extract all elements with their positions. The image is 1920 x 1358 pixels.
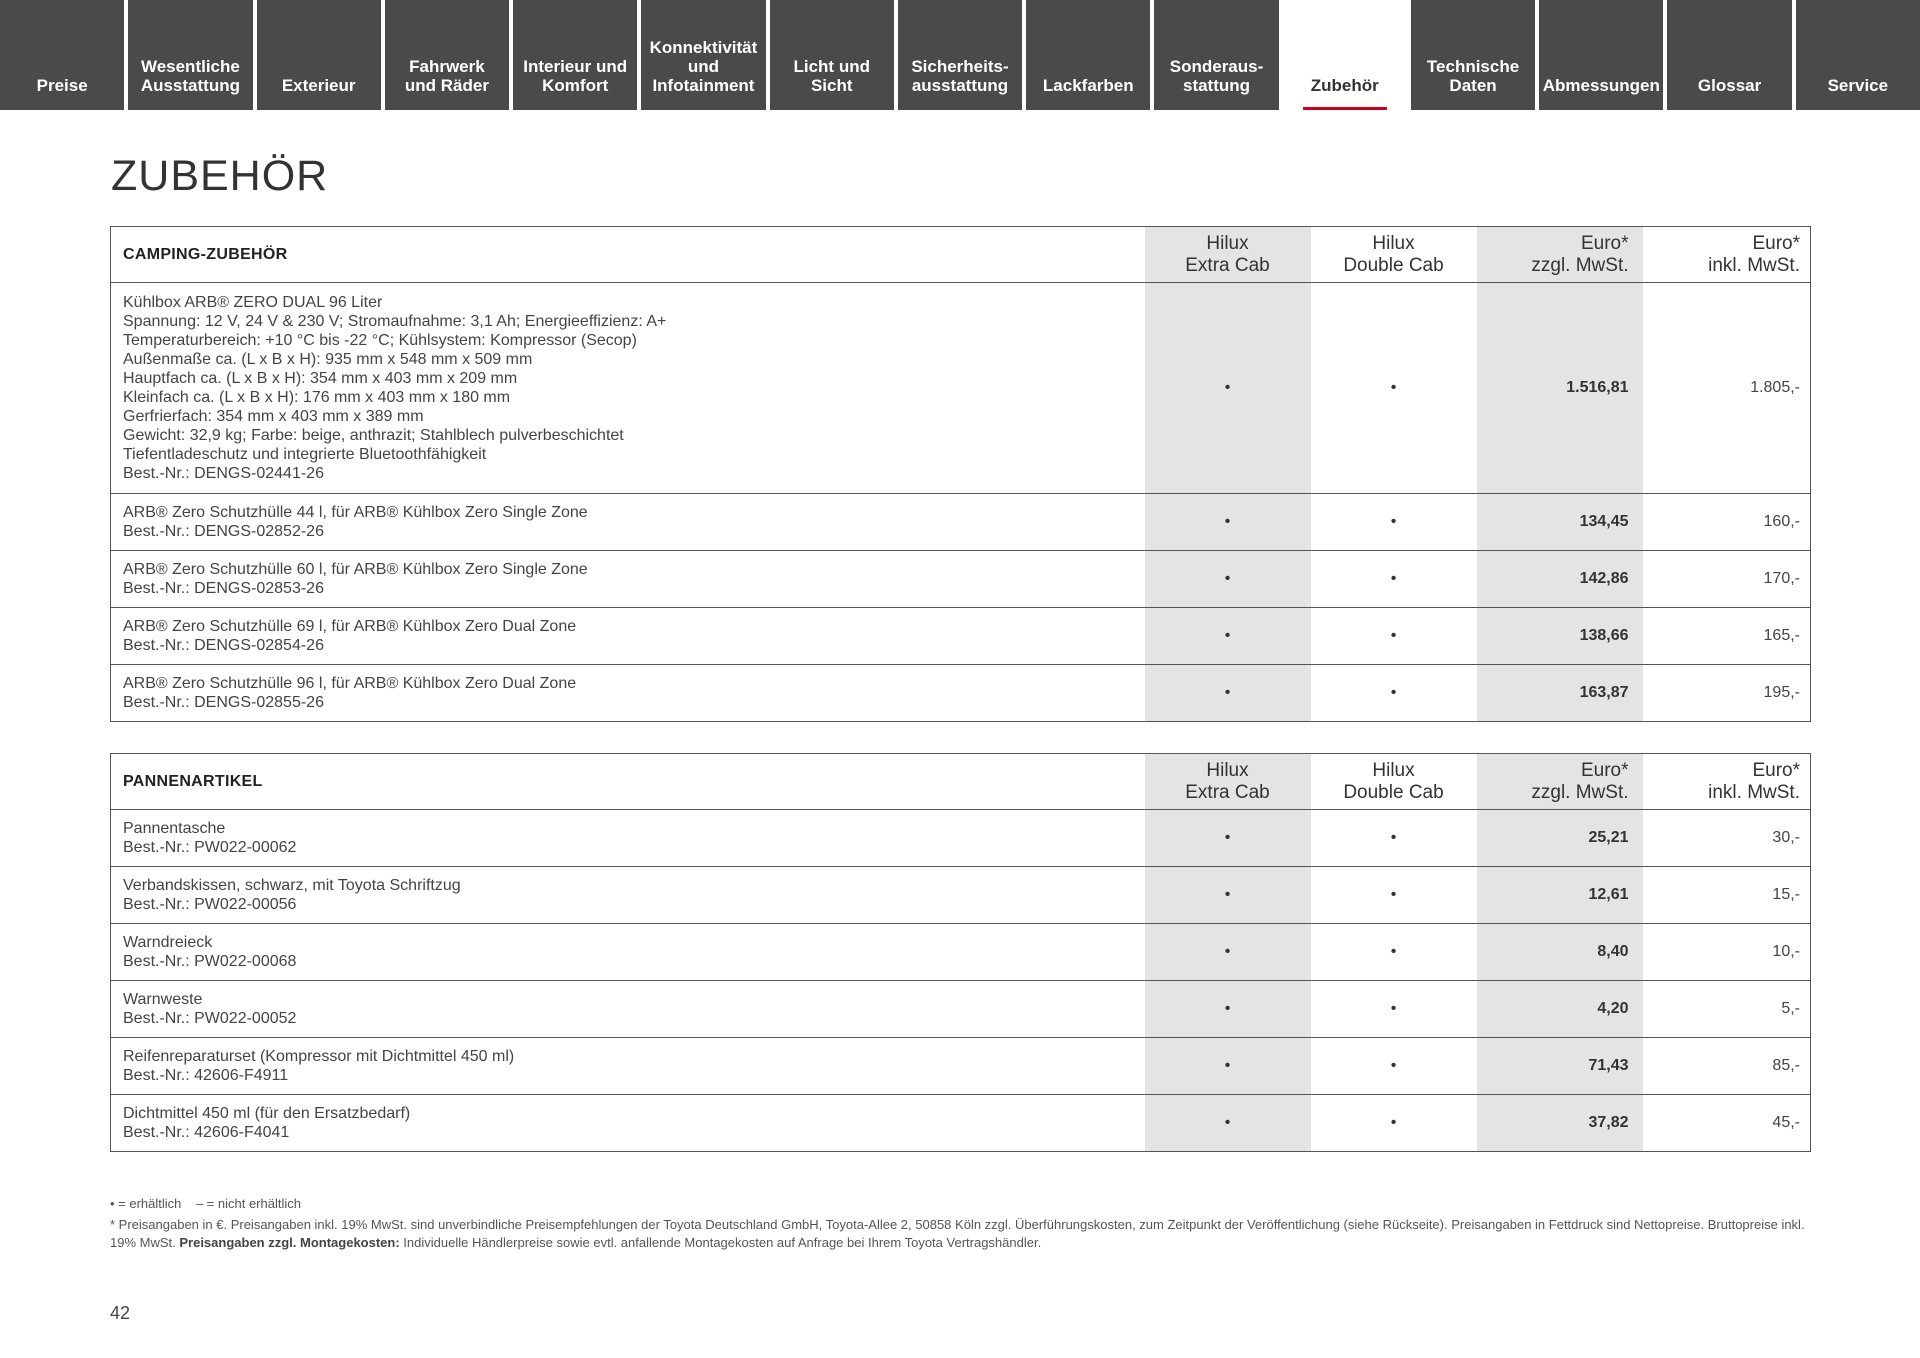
item-description: Reifenreparaturset (Kompressor mit Dichtmittel 450 ml) Best.-Nr.: 42606-F4911 [123,1048,515,1084]
gross-price: 170,- [1643,551,1811,608]
gross-price: 5,- [1643,981,1811,1038]
price-footnote-bold: Preisangaben zzgl. Montagekosten: [179,1235,400,1250]
availability-dot: • [1224,886,1231,903]
availability-dot: • [1224,943,1231,960]
table-header [111,754,1811,810]
tab-zubehoer[interactable]: Zubehör [1283,0,1407,110]
item-description: Warndreieck Best.-Nr.: PW022-00068 [123,934,297,970]
availability-dot: • [1224,1114,1231,1131]
camping-accessories-table [110,226,1811,722]
item-description: ARB® Zero Schutzhülle 69 l, für ARB® Kühlbox Zero Dual Zone Best.-Nr.: DENGS-02854-26 [123,618,577,654]
availability-dot: • [1224,627,1231,644]
tab-wesentliche-ausstattung[interactable]: Wesentliche Ausstattung [128,0,252,110]
table-row [111,810,1811,867]
availability-dot: • [1390,1000,1397,1017]
item-description: ARB® Zero Schutzhülle 60 l, für ARB® Kühlbox Zero Single Zone Best.-Nr.: DENGS-02853-26 [123,561,588,597]
table-row [111,551,1811,608]
table-row [111,867,1811,924]
availability-legend: • = erhältlich – = nicht erhältlich [110,1196,301,1211]
price-footnote-text-end: Individuelle Händlerpreise sowie evtl. anfallende Montagekosten auf Anfrage bei Ihrem Toyota Vertragshändler. [399,1235,1042,1250]
tab-abmessungen[interactable]: Abmessungen [1539,0,1663,110]
section-heading: CAMPING-ZUBEHÖR [111,227,1145,283]
net-price: 37,82 [1477,1095,1643,1152]
gross-price: 165,- [1643,608,1811,665]
gross-price: 15,- [1643,867,1811,924]
net-price: 25,21 [1477,810,1643,867]
net-price: 1.516,81 [1477,283,1643,494]
table-row [111,608,1811,665]
tab-service[interactable]: Service [1796,0,1920,110]
column-header-net-price: Euro* zzgl. MwSt. [1477,227,1643,283]
table-row [111,981,1811,1038]
net-price: 142,86 [1477,551,1643,608]
item-description: Pannentasche Best.-Nr.: PW022-00062 [123,820,297,856]
tab-licht-und-sicht[interactable]: Licht und Sicht [770,0,894,110]
page-title: ZUBEHÖR [111,152,329,200]
breakdown-accessories-table [110,753,1811,1152]
gross-price: 195,- [1643,665,1811,722]
price-footnote-text: * Preisangaben in €. Preisangaben inkl. 19% MwSt. sind unverbindliche Preisempfehlungen der Toyota Deutschland GmbH, Toyota-Allee 2, 50858 Köln zzgl. Überführungskosten, zum Zeitpunkt der Veröffentlichung (siehe Rückseite). Preisangaben in Fettdruck sind Nettopreise. Bruttopreise inkl. 19% MwSt. [110,1217,1805,1250]
tab-konnektivitaet-und-infotainment[interactable]: Konnektivität und Infotainment [641,0,765,110]
availability-dot: • [1390,943,1397,960]
availability-dot: • [1390,513,1397,530]
gross-price: 160,- [1643,494,1811,551]
table-row [111,665,1811,722]
availability-dot: • [1390,1057,1397,1074]
table-row [111,1038,1811,1095]
gross-price: 1.805,- [1643,283,1811,494]
top-navigation [0,0,1920,110]
availability-dot: • [1224,379,1231,396]
availability-dot: • [1224,684,1231,701]
availability-dot: • [1390,570,1397,587]
net-price: 134,45 [1477,494,1643,551]
availability-dot: • [1390,684,1397,701]
tab-preise[interactable]: Preise [0,0,124,110]
tab-interieur-und-komfort[interactable]: Interieur und Komfort [513,0,637,110]
table-row [111,283,1811,494]
net-price: 12,61 [1477,867,1643,924]
availability-dot: • [1390,886,1397,903]
price-footnote [110,1216,1810,1252]
availability-dot: • [1224,1057,1231,1074]
availability-dot: • [1224,570,1231,587]
column-header-double-cab: Hilux Double Cab [1311,754,1477,810]
tab-lackfarben[interactable]: Lackfarben [1026,0,1150,110]
table-row [111,924,1811,981]
item-description: ARB® Zero Schutzhülle 96 l, für ARB® Kühlbox Zero Dual Zone Best.-Nr.: DENGS-02855-26 [123,675,577,711]
tab-technische-daten[interactable]: Technische Daten [1411,0,1535,110]
column-header-gross-price: Euro* inkl. MwSt. [1643,754,1811,810]
tab-fahrwerk-und-raeder[interactable]: Fahrwerk und Räder [385,0,509,110]
footnotes [110,1195,1810,1255]
availability-dot: • [1390,627,1397,644]
tab-exterieur[interactable]: Exterieur [257,0,381,110]
availability-dot: • [1390,829,1397,846]
net-price: 71,43 [1477,1038,1643,1095]
item-description: Warnweste Best.-Nr.: PW022-00052 [123,991,297,1027]
tab-sonderausstattung[interactable]: Sonderaus- stattung [1154,0,1278,110]
gross-price: 45,- [1643,1095,1811,1152]
gross-price: 85,- [1643,1038,1811,1095]
item-description: ARB® Zero Schutzhülle 44 l, für ARB® Kühlbox Zero Single Zone Best.-Nr.: DENGS-02852-26 [123,504,588,540]
gross-price: 30,- [1643,810,1811,867]
table-header [111,227,1811,283]
net-price: 4,20 [1477,981,1643,1038]
column-header-extra-cab: Hilux Extra Cab [1145,227,1311,283]
column-header-gross-price: Euro* inkl. MwSt. [1643,227,1811,283]
availability-dot: • [1390,379,1397,396]
net-price: 8,40 [1477,924,1643,981]
availability-dot: • [1224,513,1231,530]
column-header-extra-cab: Hilux Extra Cab [1145,754,1311,810]
column-header-double-cab: Hilux Double Cab [1311,227,1477,283]
column-header-net-price: Euro* zzgl. MwSt. [1477,754,1643,810]
availability-dot: • [1390,1114,1397,1131]
page-number: 42 [110,1303,131,1323]
table-row [111,1095,1811,1152]
item-description: Kühlbox ARB® ZERO DUAL 96 Liter Spannung: 12 V, 24 V & 230 V; Stromaufnahme: 3,1 Ah; Energieeffizienz: A+ Temperaturbereich: +10 °C bis -22 °C; Kühlsystem: Kompressor (Secop) Außenmaße ca. (L x B x H): 935 mm x 548 mm x 509 mm Hauptfach ca. (L x B x H): 354 mm x 403 mm x 209 mm Kleinfach ca. (L x B x H): 176 mm x 403 mm x 180 mm Gerfrierfach: 354 mm x 403 mm x 389 mm Gewicht: 32,9 kg; Farbe: beige, anthrazit; Stahlblech pulverbeschichtet Tiefentladeschutz und integrierte Bluetoothfähigkeit Best.-Nr.: DENGS-02441-26 [123,294,667,482]
tab-glossar[interactable]: Glossar [1667,0,1791,110]
tab-sicherheitsausstattung[interactable]: Sicherheits- ausstattung [898,0,1022,110]
table-row [111,494,1811,551]
gross-price: 10,- [1643,924,1811,981]
availability-dot: • [1224,1000,1231,1017]
item-description: Verbandskissen, schwarz, mit Toyota Schriftzug Best.-Nr.: PW022-00056 [123,877,461,913]
net-price: 163,87 [1477,665,1643,722]
net-price: 138,66 [1477,608,1643,665]
section-heading: PANNENARTIKEL [111,754,1145,810]
availability-dot: • [1224,829,1231,846]
item-description: Dichtmittel 450 ml (für den Ersatzbedarf) Best.-Nr.: 42606-F4041 [123,1105,411,1141]
